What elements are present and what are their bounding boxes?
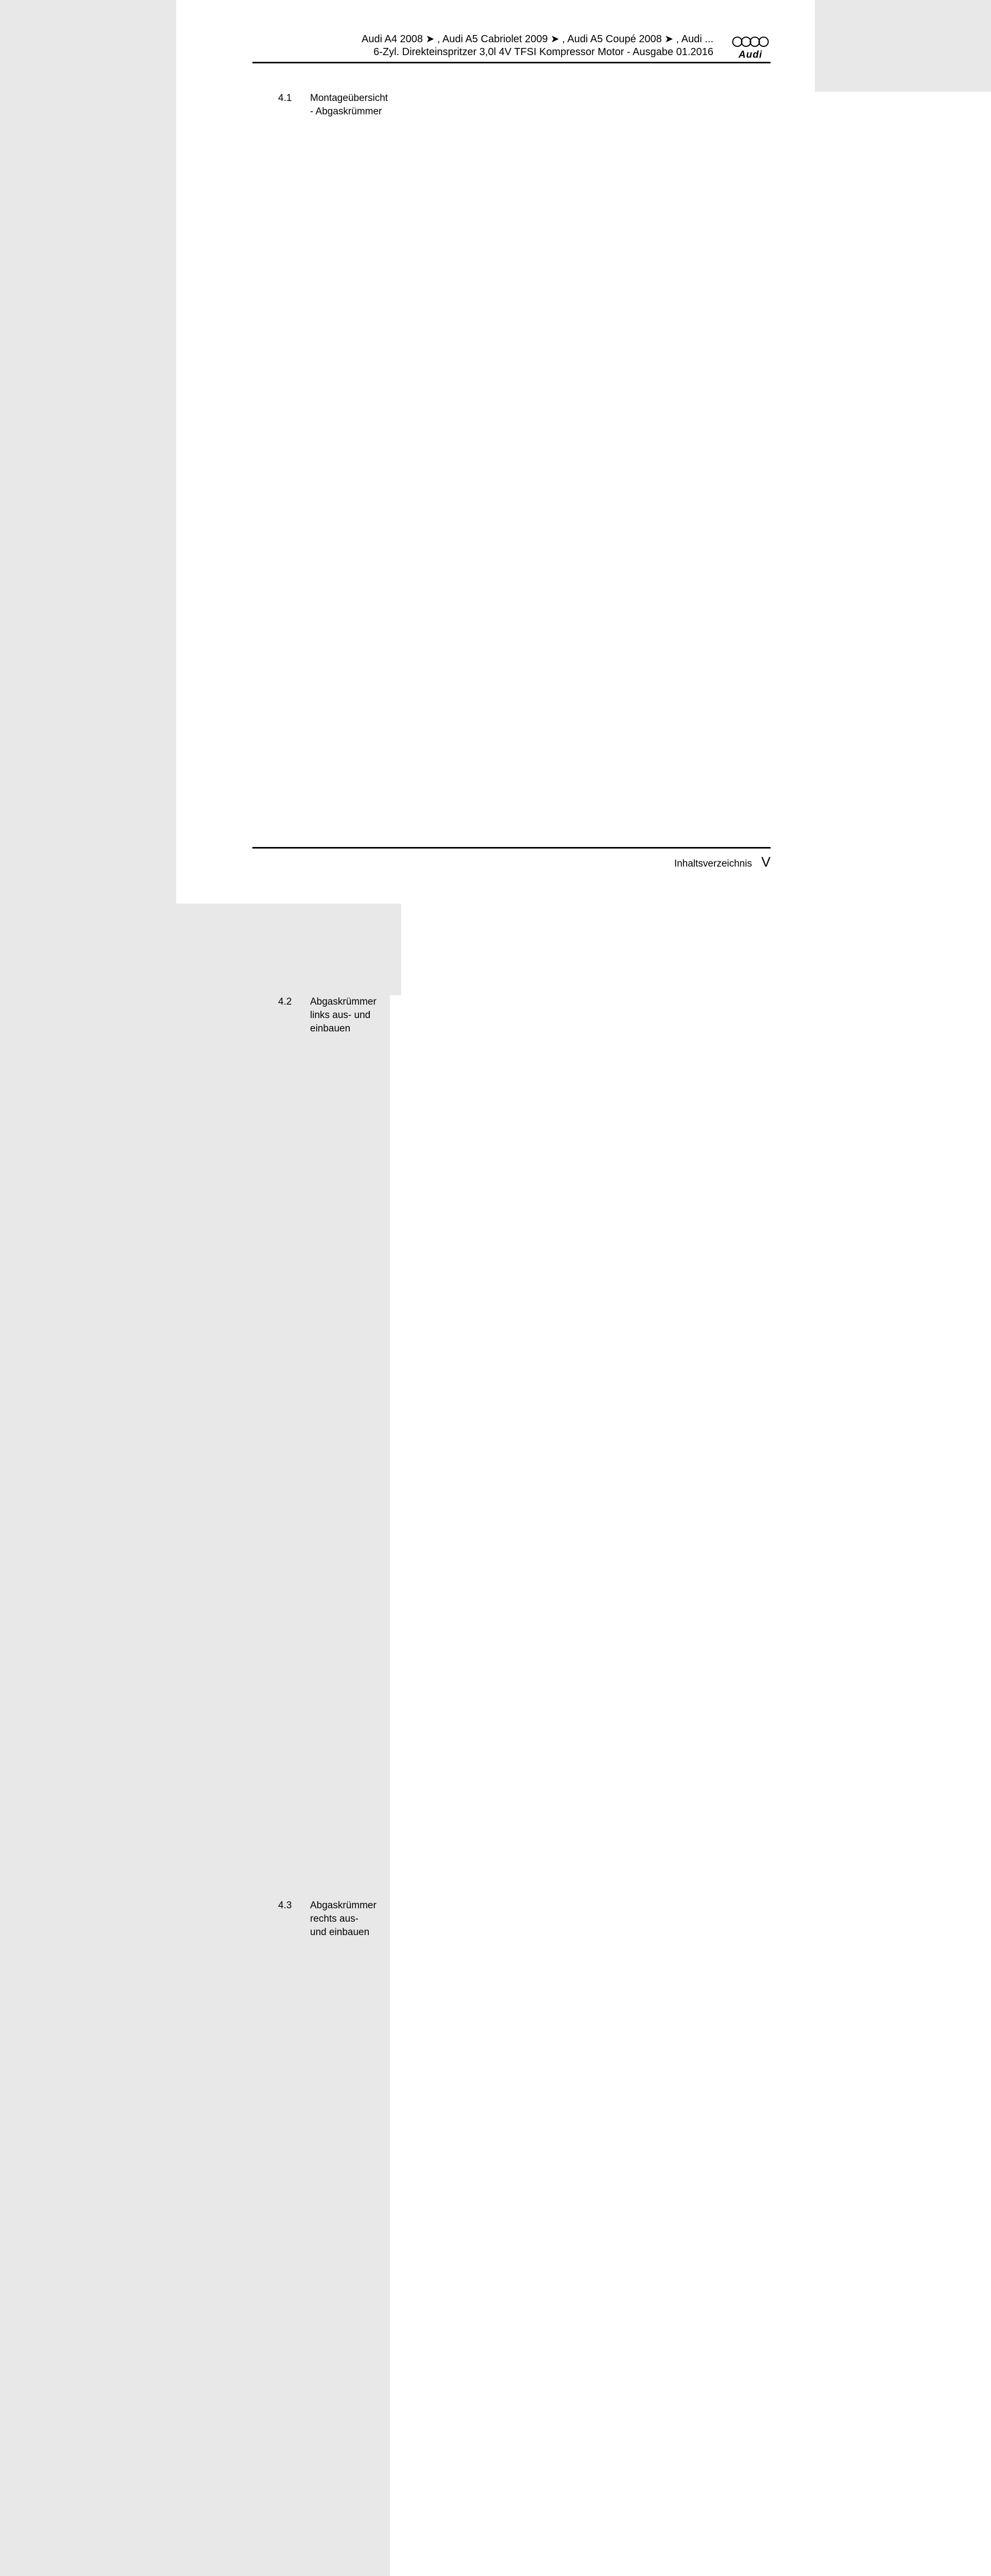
footer-section-label: Inhaltsverzeichnis (674, 858, 752, 869)
footer-divider (252, 847, 771, 849)
toc-entry (252, 1899, 771, 2576)
header-divider (252, 62, 771, 63)
toc-entry (252, 995, 771, 1899)
entry-title: Abgaskrümmer rechts aus- und einbauen (310, 1900, 377, 1938)
entry-number: 4.1 (278, 93, 292, 104)
entry-number: 4.2 (278, 996, 292, 1007)
page-header (176, 0, 815, 60)
audi-rings-icon (732, 35, 769, 49)
footer-page-number: V (761, 854, 771, 870)
page-footer (252, 847, 771, 870)
header-text (252, 33, 730, 59)
header-engine-line: 6-Zyl. Direkteinspritzer 3,0l 4V TFSI Kompressor Motor - Ausgabe 01.2016 (373, 46, 713, 58)
table-of-contents (252, 92, 771, 2576)
entry-number: 4.3 (278, 1900, 292, 1911)
audi-wordmark: Audi (738, 49, 763, 60)
entry-title: Abgaskrümmer links aus- und einbauen (310, 996, 377, 1034)
entry-title: Montageübersicht - Abgaskrümmer (310, 93, 388, 117)
header-models-line: Audi A4 2008 ➤ , Audi A5 Cabriolet 2009 ➤ , Audi A5 Coupé 2008 ➤ , Audi ... (362, 33, 713, 45)
manual-toc-page (176, 0, 815, 1938)
entry-page (390, 1899, 991, 2576)
entry-page (390, 995, 991, 1899)
brand-logo (730, 33, 771, 60)
